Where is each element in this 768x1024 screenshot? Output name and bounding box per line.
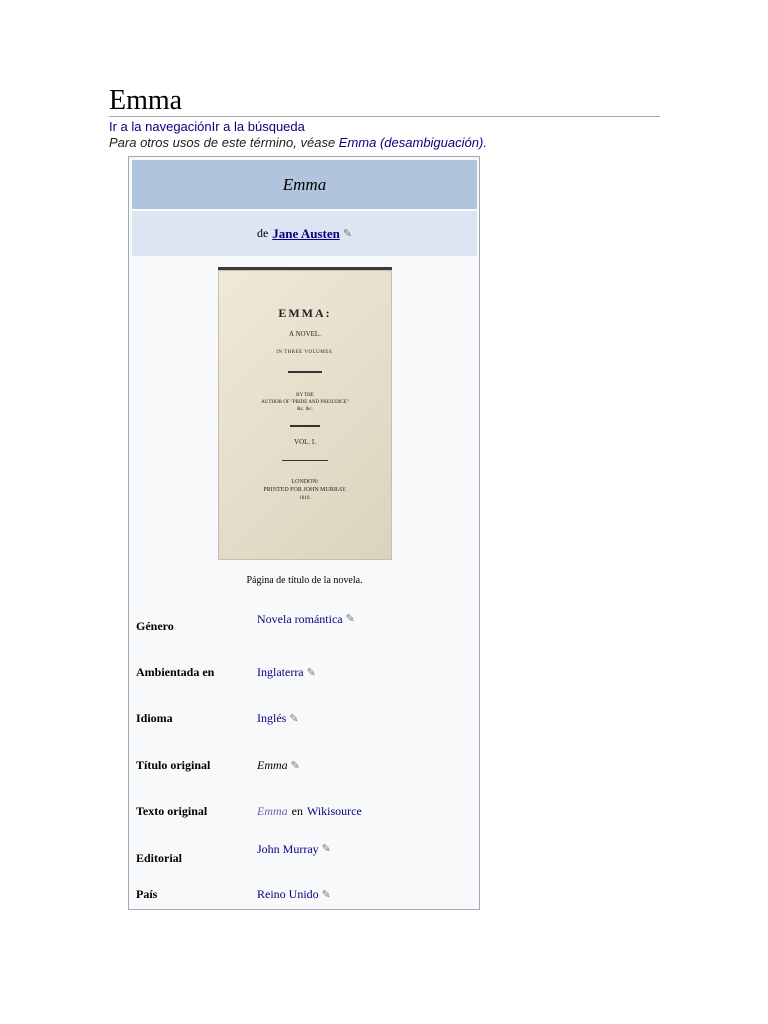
row-label: Ambientada en: [136, 664, 215, 679]
genre-link[interactable]: Novela romántica: [257, 612, 343, 626]
infobox-row-original-text: [132, 789, 477, 833]
pencil-icon[interactable]: ✎: [306, 666, 316, 679]
infobox-row-country: [132, 879, 477, 909]
jump-to-navigation-link[interactable]: Ir a la navegación: [109, 119, 212, 134]
pencil-icon[interactable]: ✎: [321, 888, 331, 901]
cover-printer: PRINTED FOR JOHN MURRAY.: [263, 487, 347, 493]
pencil-icon[interactable]: ✎: [321, 843, 331, 855]
author-prefix: de: [256, 226, 269, 240]
hatnote-text: Para otros usos de este término, véase: [109, 135, 339, 150]
cover-author-block: [218, 392, 392, 413]
cover-volumes: IN THREE VOLUMES.: [276, 350, 334, 355]
cover-etc: &c. &c.: [297, 407, 313, 412]
infobox-row-publisher: [132, 836, 477, 880]
jump-links: [109, 119, 305, 135]
row-value: [257, 696, 299, 740]
cover-by: BY THE: [296, 393, 314, 398]
row-label: País: [136, 886, 158, 901]
infobox-row-original-title: [132, 743, 477, 787]
pencil-icon[interactable]: ✎: [290, 759, 300, 772]
row-label: Texto original: [136, 803, 208, 818]
row-value: [257, 743, 300, 787]
row-value: [257, 879, 331, 909]
title-divider: [109, 116, 660, 117]
country-link[interactable]: Reino Unido: [257, 886, 319, 901]
cover-rule: [288, 371, 322, 373]
cover-rule: [282, 460, 328, 461]
author-link[interactable]: Jane Austen: [272, 225, 340, 241]
row-value: [257, 650, 316, 694]
cover-title: EMMA:: [278, 306, 332, 320]
disambiguation-link[interactable]: Emma (desambiguación): [338, 135, 484, 150]
row-value: [257, 789, 362, 833]
row-label: Editorial: [136, 850, 183, 865]
hatnote-suffix: .: [483, 135, 487, 150]
cover-rule: [290, 425, 320, 427]
infobox-row-genre: [132, 604, 477, 648]
row-value: [257, 604, 355, 648]
pencil-icon[interactable]: ✎: [342, 228, 353, 240]
cover-image[interactable]: [218, 267, 392, 560]
cover-subtitle: A NOVEL.: [289, 330, 321, 338]
setting-link[interactable]: Inglaterra: [257, 664, 304, 679]
publisher-link[interactable]: John Murray: [257, 842, 319, 856]
infobox-author-row: [132, 211, 477, 256]
original-text-link[interactable]: Emma: [257, 803, 288, 818]
cover-city: LONDON:: [291, 479, 319, 485]
row-value: [257, 836, 331, 880]
connector-text: en: [291, 803, 303, 818]
hatnote: [109, 135, 487, 151]
jump-to-search-link[interactable]: Ir a la búsqueda: [211, 119, 305, 134]
cover-imprint: [218, 478, 392, 494]
pencil-icon[interactable]: ✎: [345, 613, 355, 625]
row-label: Género: [136, 618, 174, 633]
cover-volume: VOL. I.: [294, 438, 316, 446]
language-link[interactable]: Inglés: [257, 710, 287, 725]
row-label: Título original: [136, 757, 211, 772]
cover-year: 1816.: [299, 496, 311, 501]
original-title-value: Emma: [257, 757, 288, 772]
page-title: Emma: [109, 85, 183, 116]
image-caption: Página de título de la novela.: [246, 575, 363, 586]
cover-author-of: AUTHOR OF "PRIDE AND PREJUDICE": [261, 400, 349, 405]
infobox-row-setting: [132, 650, 477, 694]
infobox: [128, 156, 480, 910]
pencil-icon[interactable]: ✎: [289, 712, 299, 725]
wikisource-link[interactable]: Wikisource: [307, 803, 362, 818]
infobox-title: Emma: [132, 160, 477, 209]
infobox-row-language: [132, 696, 477, 740]
row-label: Idioma: [136, 710, 173, 725]
